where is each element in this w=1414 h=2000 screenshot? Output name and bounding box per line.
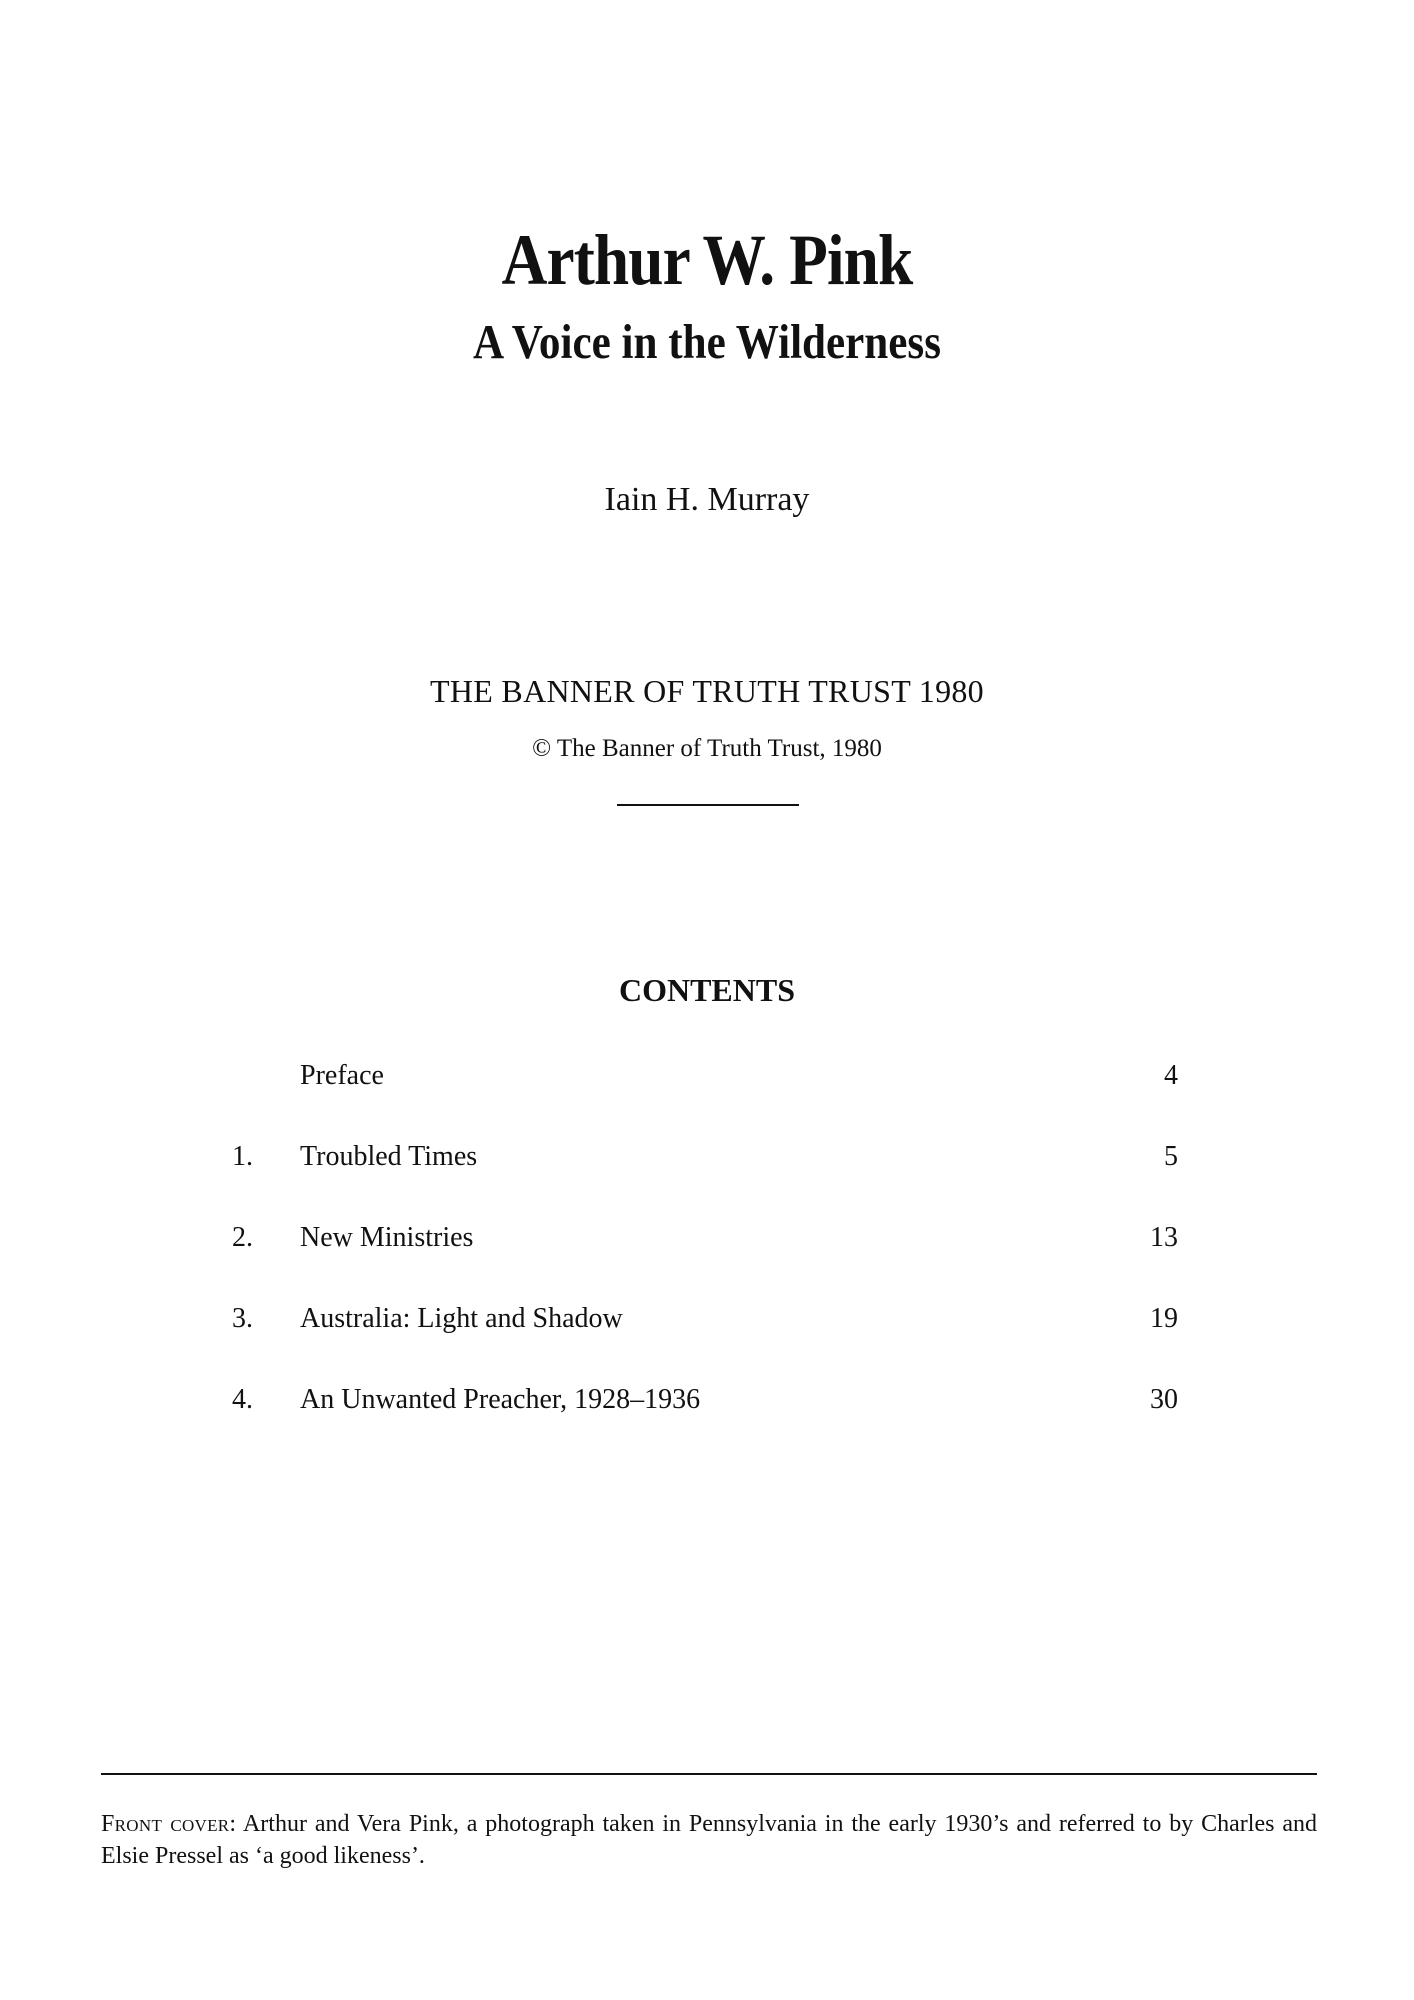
- toc-entry-preface: [0, 1056, 1414, 1137]
- table-of-contents: [0, 1056, 1414, 1461]
- toc-entry-page: 19: [1150, 1303, 1178, 1334]
- front-cover-label: Front cover:: [101, 1811, 237, 1837]
- toc-entry-troubled-times: [0, 1137, 1414, 1218]
- toc-entry-australia: [0, 1299, 1414, 1380]
- toc-entry-title: Troubled Times: [300, 1141, 478, 1172]
- publisher-line: THE BANNER OF TRUTH TRUST 1980: [430, 673, 984, 709]
- toc-entry-new-ministries: [0, 1218, 1414, 1299]
- toc-entry-page: 13: [1150, 1222, 1178, 1253]
- front-cover-text: Arthur and Vera Pink, a photograph taken in Pennsylvania in the early 1930’s and referred to by Charles and Elsie Pressel as ‘a good likeness’.: [101, 1811, 1317, 1869]
- toc-entry-title: Preface: [300, 1060, 384, 1091]
- toc-entry-page: 4: [1164, 1060, 1178, 1091]
- toc-entry-title: Australia: Light and Shadow: [300, 1303, 623, 1334]
- copyright-notice: © The Banner of Truth Trust, 1980: [532, 735, 882, 762]
- footnote-divider: [101, 1773, 1317, 1775]
- divider-short: [617, 804, 799, 806]
- toc-entry-page: 5: [1164, 1141, 1178, 1172]
- toc-entry-page: 30: [1150, 1384, 1178, 1415]
- toc-entry-title: New Ministries: [300, 1222, 474, 1253]
- toc-entry-unwanted-preacher: [0, 1380, 1414, 1461]
- toc-entry-number: 3.: [232, 1303, 253, 1334]
- contents-heading: CONTENTS: [618, 972, 796, 1008]
- toc-entry-number: 4.: [232, 1384, 253, 1415]
- front-cover-note: [101, 1808, 1317, 1872]
- toc-entry-number: 1.: [232, 1141, 253, 1172]
- toc-entry-title: An Unwanted Preacher, 1928–1936: [300, 1384, 701, 1415]
- book-subtitle: A Voice in the Wilderness: [472, 314, 941, 369]
- book-title: Arthur W. Pink: [501, 220, 913, 300]
- toc-entry-number: 2.: [232, 1222, 253, 1253]
- author-name: Iain H. Murray: [604, 481, 810, 518]
